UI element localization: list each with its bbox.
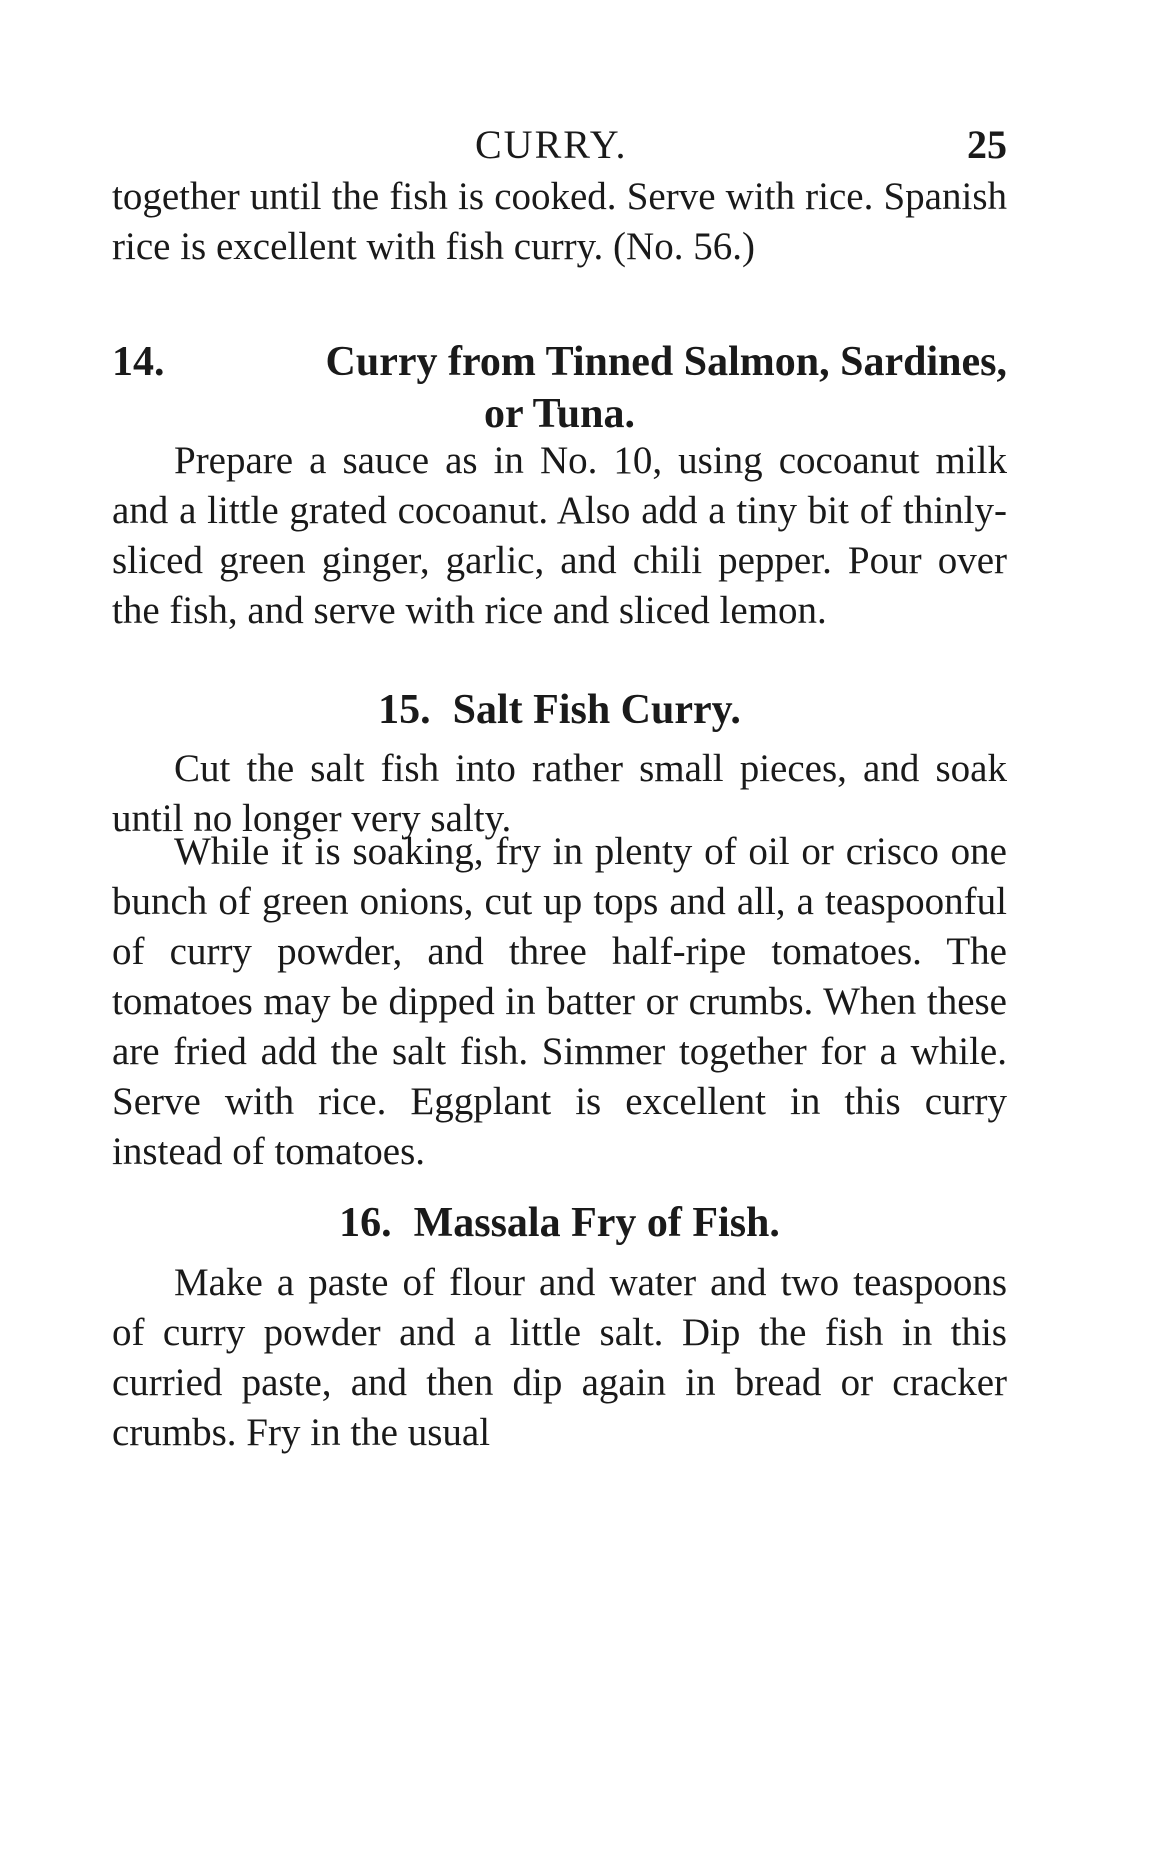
running-title: CURRY. — [475, 122, 628, 167]
page-number: 25 — [967, 122, 1007, 167]
section-16-heading — [112, 1197, 1007, 1249]
section-16-paragraph: Make a paste of flour and water and two teaspoons of curry powder and a little salt. Dip the fish in this curried paste, and then dip again in bread or cracker crumbs. Fry in the usual — [112, 1261, 1007, 1454]
section-15-title: Salt Fish Curry. — [452, 687, 741, 733]
section-16-title: Massala Fry of Fish. — [413, 1200, 780, 1246]
continuation-paragraph: together until the fish is cooked. Serve with rice. Spanish rice is excellent with fish curry. (No. 56.) — [112, 175, 1007, 268]
section-14-paragraph: Prepare a sauce as in No. 10, using cocoanut milk and a little grated cocoanut. Also add a tiny bit of thinly-sliced green ginger, garlic, and chili pepper. Pour over the fish, and serve with rice and sliced lemon. — [112, 439, 1007, 632]
running-head — [112, 120, 1007, 170]
section-14-title-line2: or Tuna. — [484, 391, 635, 437]
section-15-number: 15. — [378, 687, 431, 733]
section-15-paragraph-1: Cut the salt fish into rather small pieces, and soak until no longer very salty. — [112, 747, 1007, 840]
section-14-heading — [112, 336, 1007, 440]
section-14-number: 14. — [112, 339, 165, 385]
section-14-title-line1: Curry from Tinned Salmon, Sardines, — [325, 339, 1007, 385]
section-15-heading — [112, 684, 1007, 736]
section-14-heading-line1 — [112, 336, 1007, 388]
section-16-number: 16. — [339, 1200, 392, 1246]
section-15-paragraph-2: While it is soaking, fry in plenty of oil or crisco one bunch of green onions, cut up tops and all, a teaspoonful of curry powder, and three half-ripe tomatoes. The tomatoes may be dipped in batter or crumbs. When these are fried add the salt fish. Simmer together for a while. Serve with rice. Eggplant is excellent in this curry instead of tomatoes. — [112, 830, 1007, 1173]
